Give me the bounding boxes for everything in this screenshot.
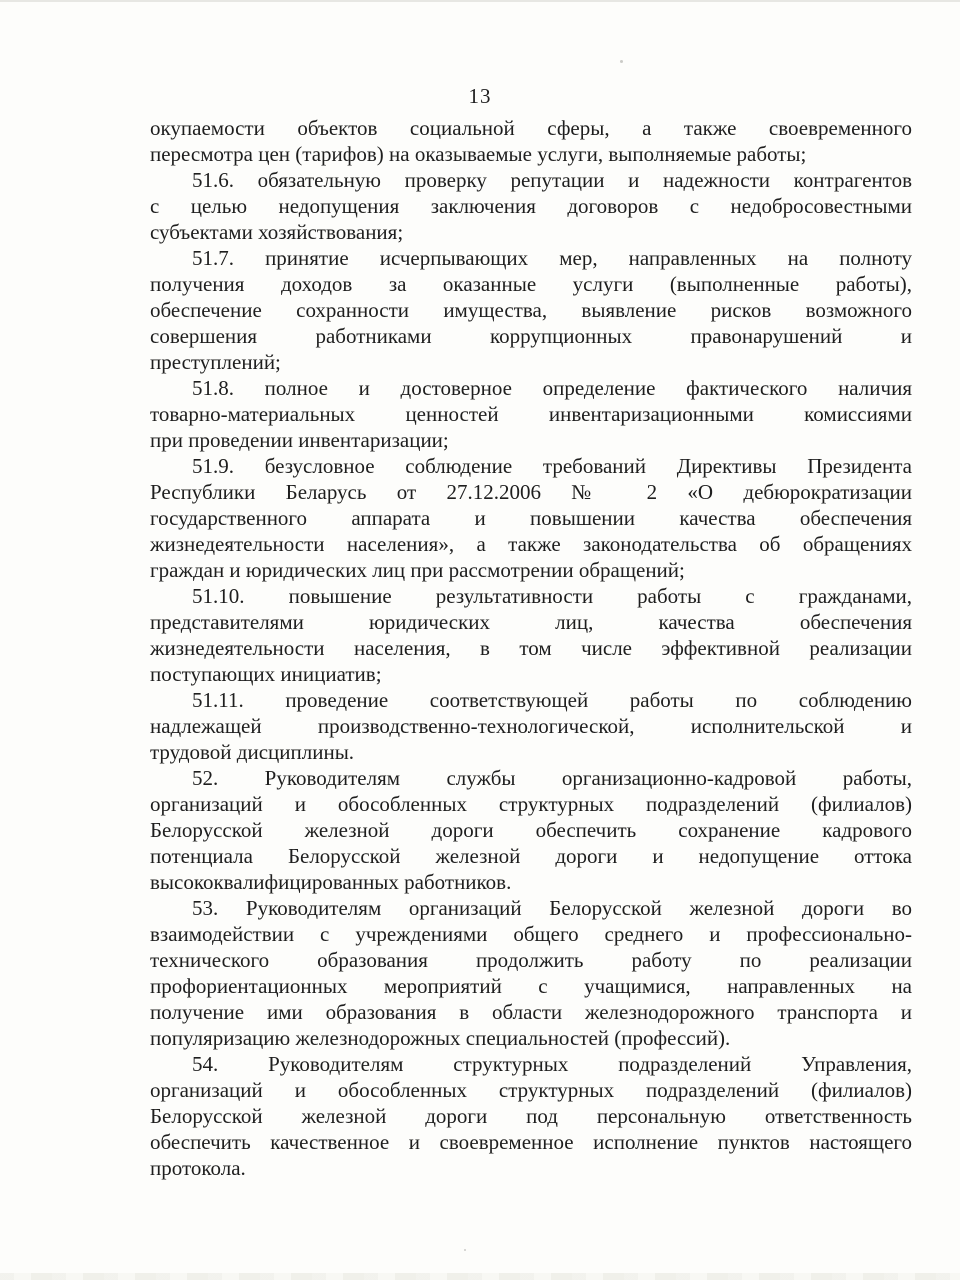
paragraph bbox=[150, 375, 912, 453]
paragraph bbox=[150, 245, 912, 375]
text-line: надлежащей производственно-технологической, исполнительской и bbox=[150, 714, 912, 738]
paragraph bbox=[150, 687, 912, 765]
text-line: высококвалифицированных работников. bbox=[150, 870, 512, 894]
text-line: 51.6. обязательную проверку репутации и надежности контрагентов bbox=[192, 168, 912, 192]
text-line: 51.10. повышение результативности работы с гражданами, bbox=[192, 584, 912, 608]
paragraph bbox=[150, 115, 912, 167]
text-line: граждан и юридических лиц при рассмотрении обращений; bbox=[150, 558, 685, 582]
text-line: совершения работниками коррупционных правонарушений и bbox=[150, 324, 912, 348]
scan-speck bbox=[620, 60, 623, 63]
text-line: протокола. bbox=[150, 1156, 246, 1180]
text-line: преступлений; bbox=[150, 350, 281, 374]
text-line: 52. Руководителям службы организационно-кадровой работы, bbox=[192, 766, 912, 790]
text-line: государственного аппарата и повышении качества обеспечения bbox=[150, 506, 912, 530]
text-line: получения доходов за оказанные услуги (выполненные работы), bbox=[150, 272, 912, 296]
text-line: окупаемости объектов социальной сферы, а также своевременного bbox=[150, 116, 912, 140]
paragraph bbox=[150, 895, 912, 1051]
text-line: 51.9. безусловное соблюдение требований Директивы Президента bbox=[192, 454, 912, 478]
text-line: трудовой дисциплины. bbox=[150, 740, 355, 764]
text-line: субъектами хозяйствования; bbox=[150, 220, 404, 244]
page-number: 13 bbox=[468, 84, 492, 108]
text-line: 51.7. принятие исчерпывающих мер, направленных на полноту bbox=[192, 246, 912, 270]
text-line: Республики Беларусь от 27.12.2006 № 2 «О дебюрократизации bbox=[150, 480, 912, 504]
document-text-block bbox=[150, 115, 912, 1181]
scan-edge-top-artifact bbox=[0, 0, 960, 2]
text-line: популяризацию железнодорожных специальностей (профессий). bbox=[150, 1026, 731, 1050]
paragraph bbox=[150, 453, 912, 583]
text-line: с целью недопущения заключения договоров с недобросовестными bbox=[150, 194, 912, 218]
paragraph bbox=[150, 1051, 912, 1181]
text-line: 53. Руководителям организаций Белорусской железной дороги во bbox=[192, 896, 912, 920]
paragraph bbox=[150, 765, 912, 895]
text-line: обеспечение сохранности имущества, выявление рисков возможного bbox=[150, 298, 912, 322]
text-line: представителями юридических лиц, качества обеспечения bbox=[150, 610, 912, 634]
text-line: организаций и обособленных структурных подразделений (филиалов) bbox=[150, 1078, 912, 1102]
text-line: технического образования продолжить работу по реализации bbox=[150, 948, 912, 972]
text-line: поступающих инициатив; bbox=[150, 662, 382, 686]
text-line: Белорусской железной дороги под персональную ответственность bbox=[150, 1104, 912, 1128]
text-line: организаций и обособленных структурных подразделений (филиалов) bbox=[150, 792, 912, 816]
paragraph bbox=[150, 583, 912, 687]
text-line: профориентационных мероприятий с учащимися, направленных на bbox=[150, 974, 912, 998]
text-line: обеспечить качественное и своевременное исполнение пунктов настоящего bbox=[150, 1130, 912, 1154]
paragraph bbox=[150, 167, 912, 245]
scan-speck bbox=[464, 1249, 466, 1251]
text-line: товарно-материальных ценностей инвентаризационными комиссиями bbox=[150, 402, 912, 426]
text-line: Белорусской железной дороги обеспечить сохранение кадрового bbox=[150, 818, 912, 842]
text-line: при проведении инвентаризации; bbox=[150, 428, 449, 452]
text-line: потенциала Белорусской железной дороги и недопущение оттока bbox=[150, 844, 912, 868]
text-line: 54. Руководителям структурных подразделений Управления, bbox=[192, 1052, 912, 1076]
text-line: жизнедеятельности населения, в том числе эффективной реализации bbox=[150, 636, 912, 660]
text-line: взаимодействии с учреждениями общего среднего и профессионально- bbox=[150, 922, 912, 946]
text-line: пересмотра цен (тарифов) на оказываемые услуги, выполняемые работы; bbox=[150, 142, 807, 166]
text-line: 51.11. проведение соответствующей работы по соблюдению bbox=[192, 688, 912, 712]
text-line: 51.8. полное и достоверное определение фактического наличия bbox=[192, 376, 912, 400]
text-line: получение ими образования в области железнодорожного транспорта и bbox=[150, 1000, 912, 1024]
scan-edge-bottom-artifact bbox=[0, 1273, 960, 1280]
text-line: жизнедеятельности населения», а также законодательства об обращениях bbox=[150, 532, 912, 556]
